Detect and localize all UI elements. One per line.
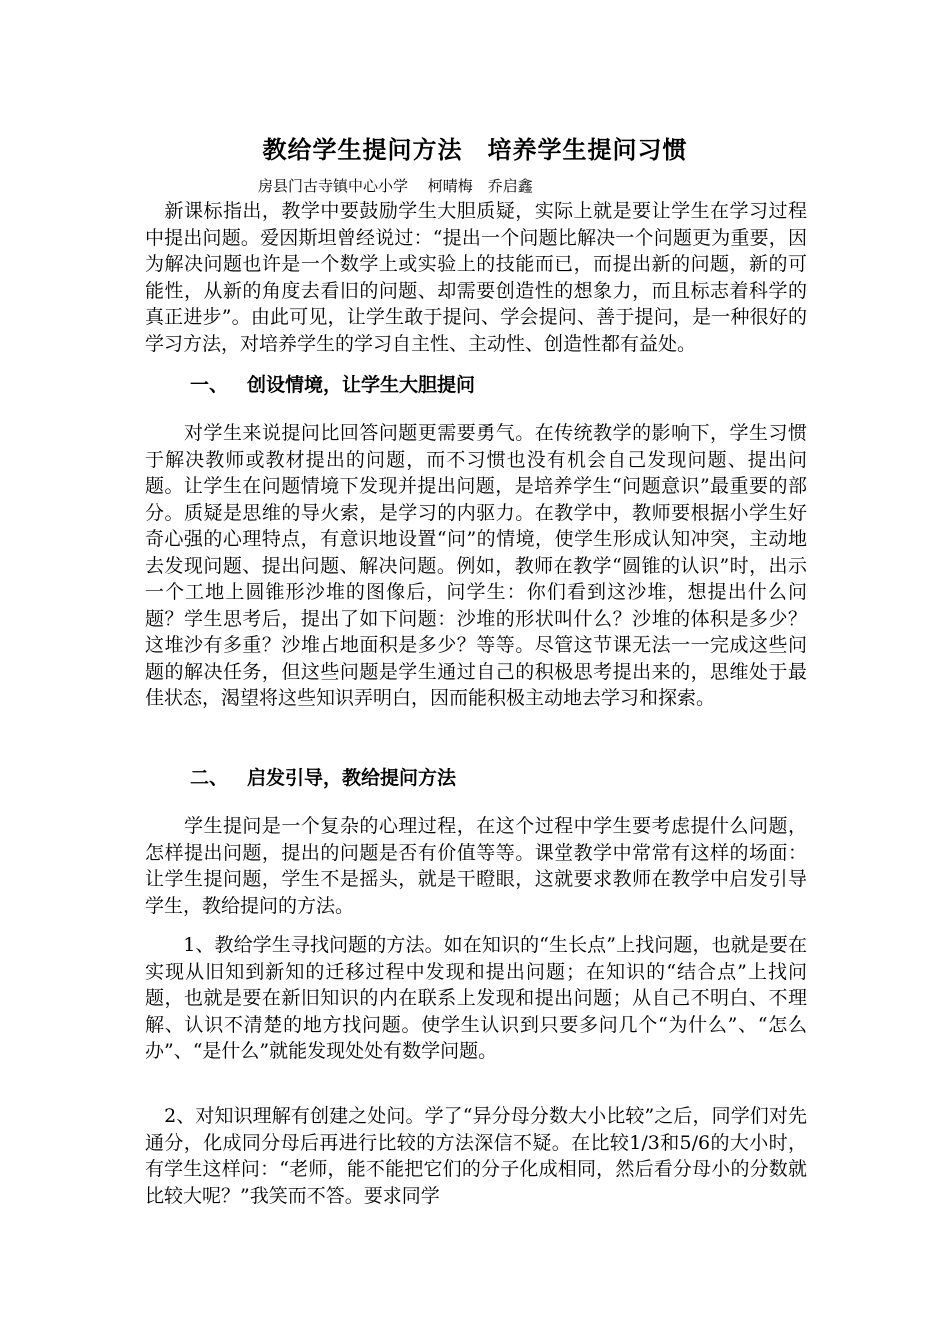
point-2-paragraph: 2、对知识理解有创建之处问。学了“异分母分数大小比较”之后，同学们对先通分，化成同分母后再进行比较的方法深信不疑。在比较1/3和5/6的大小时，有学生这样问：“老师，能不能把它们的分子化成相同，然后看分母小的分数就比较大呢？”我笑而不答。要求同学 [145,1105,807,1207]
section-number: 一、 [190,374,229,396]
section-heading-2 [190,764,456,792]
section-heading-text: 启发引导，教给提问方法 [247,767,457,789]
section-number: 二、 [190,767,229,789]
section-heading-1 [190,371,475,399]
document-title: 教给学生提问方法 培养学生提问习惯 [262,136,688,164]
section-2-paragraph: 学生提问是一个复杂的心理过程，在这个过程中学生要考虑提什么问题，怎样提出问题，提出的问题是否有价值等等。课堂教学中常常有这样的场面：让学生提问题，学生不是摇头，就是干瞪眼，这就要求教师在教学中启发引导学生，教给提问的方法。 [145,815,807,917]
section-1-paragraph: 对学生来说提问比回答问题更需要勇气。在传统教学的影响下，学生习惯于解决教师或教材提出的问题，而不习惯也没有机会自己发现问题、提出问题。让学生在问题情境下发现并提出问题，是培养学生“问题意识”最重要的部分。质疑是思维的导火索，是学习的内驱力。在教学中，教师要根据小学生好奇心强的心理特点，有意识地设置“问”的情境，使学生形成认知冲突，主动地去发现问题、提出问题、解决问题。例如，教师在教学“圆锥的认识”时，出示一个工地上圆锥形沙堆的图像后，问学生：你们看到这沙堆，想提出什么问题？学生思考后，提出了如下问题：沙堆的形状叫什么？沙堆的体积是多少？这堆沙有多重？沙堆占地面积是多少？等等。尽管这节课无法一一完成这些问题的解决任务，但这些问题是学生通过自己的积极思考提出来的，思维处于最佳状态，渴望将这些知识弄明白，因而能积极主动地去学习和探索。 [145,422,807,709]
intro-paragraph: 新课标指出，教学中要鼓励学生大胆质疑，实际上就是要让学生在学习过程中提出问题。爱因斯坦曾经说过：“提出一个问题比解决一个问题更为重要，因为解决问题也许是一个数学上或实验上的技能而已，而提出新的问题，新的可能性，从新的角度去看旧的问题、却需要创造性的想象力，而且标志着科学的真正进步”。由此可见，让学生敢于提问、学会提问、善于提问，是一种很好的学习方法，对培养学生的学习自主性、主动性、创造性都有益处。 [145,200,807,355]
section-heading-text: 创设情境，让学生大胆提问 [247,374,476,396]
point-1-paragraph: 1、教给学生寻找问题的方法。如在知识的“生长点”上找问题，也就是要在实现从旧知到新知的迁移过程中发现和提出问题；在知识的“结合点”上找问题，也就是要在新旧知识的内在联系上发现和提出问题；从自己不明白、不理解、认识不清楚的地方找问题。使学生认识到只要多问几个“为什么”、“怎么办”、“是什么”就能发现处处有数学问题。 [145,934,807,1062]
author-line: 房县门古寺镇中心小学 柯晴梅 乔启鑫 [258,177,533,195]
